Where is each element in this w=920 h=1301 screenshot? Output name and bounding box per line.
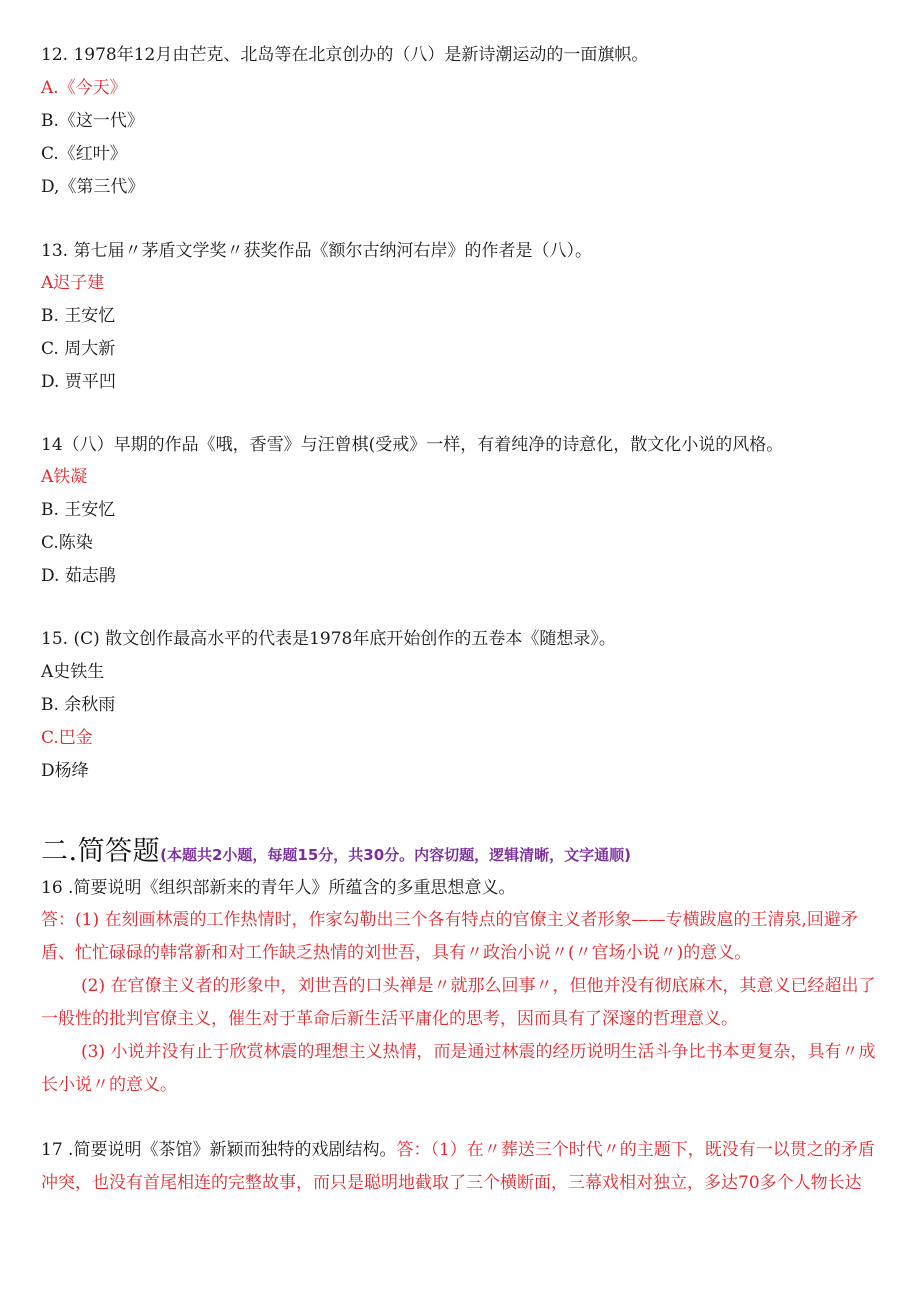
question-13-option-c: C. 周大新 (41, 339, 116, 359)
question-12-option-a: A.《今天》 (41, 78, 127, 98)
question-17-stem: 17 .简要说明《茶馆》新颖而独特的戏剧结构。 (41, 1140, 397, 1160)
question-15-option-d: D杨绛 (41, 761, 89, 781)
question-15-option-a: A史铁生 (41, 662, 105, 682)
question-16-answer-1: 答：(1) 在刻画林震的工作热情时，作家勾勒出三个各有特点的官僚主义者形象——专横跋扈的王清泉,回避矛盾、忙忙碌碌的韩常新和对工作缺乏热情的刘世吾，具有〃政治小说〃(〃官场小说〃)的意义。 (41, 910, 858, 963)
question-16-stem: 16 .简要说明《组织部新来的青年人》所蕴含的多重思想意义。 (41, 878, 516, 898)
question-13-stem: 13. 第七届〃茅盾文学奖〃获奖作品《额尔古纳河右岸》的作者是（八）。 (41, 241, 592, 261)
question-14-option-b: B. 王安忆 (41, 500, 116, 520)
question-15-stem: 15. (C) 散文创作最高水平的代表是1978年底开始创作的五卷本《随想录》。 (41, 629, 616, 649)
question-13-option-a: A迟子建 (41, 273, 105, 293)
question-14-option-a: A铁凝 (41, 467, 88, 487)
section-title: 二.简答题 (41, 836, 161, 867)
question-14-stem: 14（八）早期的作品《哦，香雪》与汪曾棋(受戒》一样，有着纯净的诗意化，散文化小说的风格。 (41, 435, 784, 455)
question-14-option-d: D. 茹志鹃 (41, 566, 116, 586)
question-13-option-d: D. 贾平凹 (41, 372, 116, 392)
question-16-answer-2: (2) 在官僚主义者的形象中，刘世吾的口头禅是〃就那么回事〃，但他并没有彻底麻木，其意义已经超出了一般性的批判官僚主义，催生对于革命后新生活平庸化的思考，因而具有了深邃的哲理意义。 (41, 976, 876, 1029)
question-12-option-d: D,《第三代》 (41, 177, 145, 197)
question-12-option-c: C.《红叶》 (41, 144, 127, 164)
section-note: (本题共2小题，每题15分，共30分。内容切题，逻辑清晰，文字通顺) (160, 846, 631, 864)
question-13-option-b: B. 王安忆 (41, 306, 116, 326)
question-16-answer-3: (3) 小说并没有止于欣赏林震的理想主义热情，而是通过林震的经历说明生活斗争比书本更复杂，具有〃成长小说〃的意义。 (41, 1042, 876, 1095)
question-12-option-b: B.《这一代》 (41, 111, 144, 131)
question-12-stem: 12. 1978年12月由芒克、北岛等在北京创办的（八）是新诗潮运动的一面旗帜。 (41, 45, 649, 65)
question-17-answer: 答：（1）在〃葬送三个时代〃的主题下，既没有一以贯之的矛盾冲突，也没有首尾相连的完整故事，而只是聪明地截取了三个横断面，三幕戏相对独立，多达70多个人物长达 (41, 1140, 875, 1193)
question-17 (41, 1134, 879, 1200)
question-14-option-c: C.陈染 (41, 533, 93, 553)
question-15-option-c: C.巴金 (41, 728, 93, 748)
question-15-option-b: B. 余秋雨 (41, 695, 116, 715)
section-heading (41, 832, 631, 875)
